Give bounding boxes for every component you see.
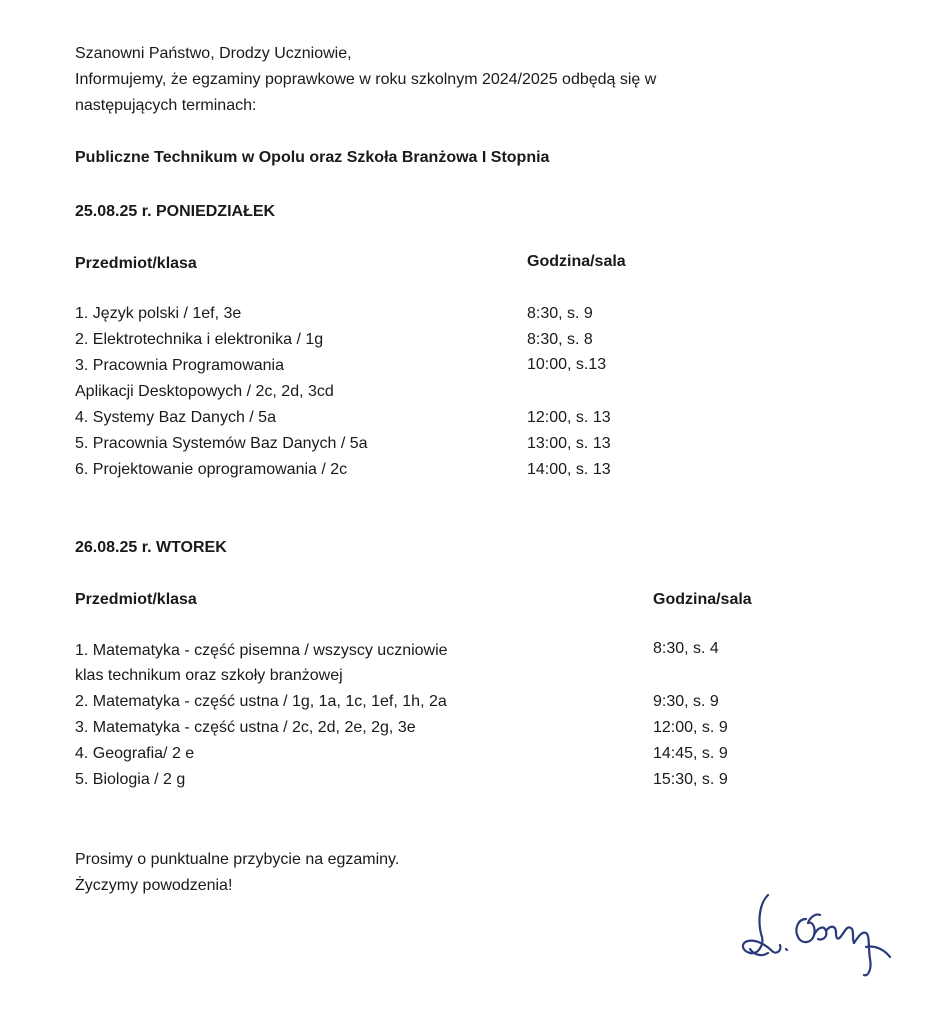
subject-cell: 4. Geografia/ 2 e — [75, 745, 195, 762]
greeting: Szanowni Państwo, Drodzy Uczniowie, — [75, 45, 352, 62]
time-cell: 12:00, s. 9 — [653, 719, 728, 736]
closing-line-2: Życzymy powodzenia! — [75, 877, 233, 894]
time-cell: 12:00, s. 13 — [527, 409, 611, 426]
time-cell: 8:30, s. 4 — [653, 640, 719, 657]
time-cell: 9:30, s. 9 — [653, 693, 719, 710]
subject-cell: 5. Pracownia Systemów Baz Danych / 5a — [75, 435, 368, 452]
time-cell: 10:00, s.13 — [527, 356, 607, 373]
day2-col-subject-header: Przedmiot/klasa — [75, 591, 197, 608]
handwritten-signature-icon — [728, 885, 898, 995]
subject-cell: klas technikum oraz szkoły branżowej — [75, 667, 343, 684]
time-cell: 8:30, s. 8 — [527, 331, 593, 348]
closing-line-1: Prosimy o punktualne przybycie na egzaminy. — [75, 851, 400, 868]
day2-col-time-header: Godzina/sala — [653, 591, 752, 608]
subject-cell: 6. Projektowanie oprogramowania / 2c — [75, 461, 348, 478]
subject-cell: 5. Biologia / 2 g — [75, 771, 186, 788]
time-cell: 14:45, s. 9 — [653, 745, 728, 762]
subject-cell: Aplikacji Desktopowych / 2c, 2d, 3cd — [75, 383, 334, 400]
time-cell: 14:00, s. 13 — [527, 461, 611, 478]
intro-line-1: Informujemy, że egzaminy poprawkowe w roku szkolnym 2024/2025 odbędą się w — [75, 71, 657, 88]
subject-cell: 1. Matematyka - część pisemna / wszyscy uczniowie — [75, 642, 448, 659]
subject-cell: 3. Matematyka - część ustna / 2c, 2d, 2e, 2g, 3e — [75, 719, 416, 736]
school-heading: Publiczne Technikum w Opolu oraz Szkoła Branżowa I Stopnia — [75, 149, 550, 166]
subject-cell: 2. Matematyka - część ustna / 1g, 1a, 1c, 1ef, 1h, 2a — [75, 693, 447, 710]
day2-title: 26.08.25 r. WTOREK — [75, 539, 227, 556]
intro-line-2: następujących terminach: — [75, 97, 257, 114]
time-cell: 8:30, s. 9 — [527, 305, 593, 322]
subject-cell: 1. Język polski / 1ef, 3e — [75, 305, 242, 322]
subject-cell: 3. Pracownia Programowania — [75, 357, 284, 374]
day1-col-time-header: Godzina/sala — [527, 253, 626, 270]
subject-cell: 4. Systemy Baz Danych / 5a — [75, 409, 276, 426]
time-cell: 13:00, s. 13 — [527, 435, 611, 452]
day1-title: 25.08.25 r. PONIEDZIAŁEK — [75, 203, 276, 220]
time-cell: 15:30, s. 9 — [653, 771, 728, 788]
day1-col-subject-header: Przedmiot/klasa — [75, 255, 197, 272]
subject-cell: 2. Elektrotechnika i elektronika / 1g — [75, 331, 324, 348]
